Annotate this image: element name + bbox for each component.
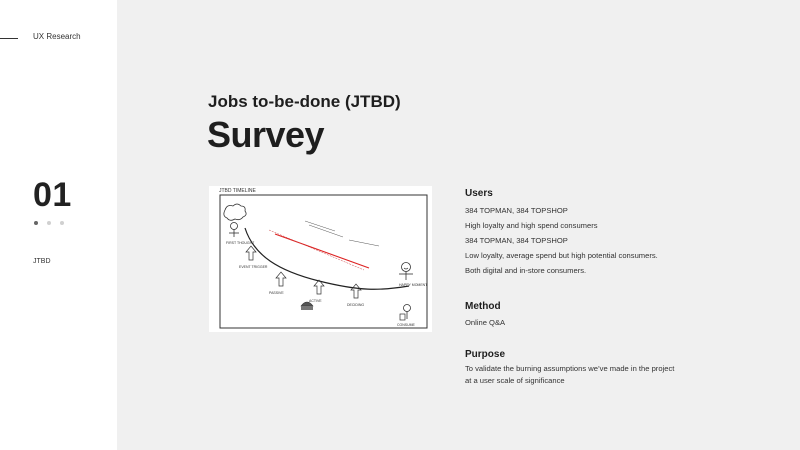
users-line-4: Low loyalty, average spend but high potential consumers. (465, 251, 658, 260)
jtbd-timeline-sketch (209, 186, 432, 332)
users-line-5: Both digital and in-store consumers. (465, 266, 587, 275)
sketch-stage-first-thought: FIRST THOUGHT (226, 241, 255, 245)
method-heading: Method (465, 301, 501, 312)
section-divider-line (0, 38, 18, 39)
handwritten-note (305, 221, 343, 237)
page-title: Survey (207, 114, 325, 155)
sketch-stage-active: ACTIVE (309, 299, 322, 303)
method-line-1: Online Q&A (465, 318, 506, 327)
sketch-stage-event-trigger: EVENT TRIGGER (239, 265, 268, 269)
arrow-up-icon (246, 246, 361, 298)
timeline-curve (245, 228, 409, 289)
sketch-stage-deciding: DECIDING (347, 303, 365, 307)
stick-figure-icon (229, 223, 239, 238)
pagination-dot-2[interactable] (47, 221, 51, 225)
sidebar (0, 0, 117, 450)
pagination-dot-3[interactable] (60, 221, 64, 225)
sketch-stage-passive: PASSIVE (269, 291, 284, 295)
smiley-figure-icon (399, 263, 413, 321)
pagination-dot-1[interactable] (34, 221, 38, 225)
sketch-drawing (209, 186, 432, 332)
users-line-2: High loyalty and high spend consumers (465, 221, 598, 230)
users-line-3: 384 TOPMAN, 384 TOPSHOP (465, 236, 568, 245)
purpose-heading: Purpose (465, 349, 506, 360)
purpose-section (465, 349, 674, 387)
purpose-line-2: at a user scale of significance (465, 376, 565, 385)
sketch-stage-consume: CONSUME (397, 323, 415, 327)
slide-number: 01 (33, 176, 72, 214)
users-heading: Users (465, 188, 493, 199)
pagination-dots[interactable] (34, 221, 64, 225)
shopping-bag-icon (301, 302, 313, 310)
slide-tag: JTBD (33, 258, 51, 265)
purpose-line-1: To validate the burning assumptions we’ve made in the project (465, 364, 675, 373)
method-section (465, 301, 505, 330)
page-subtitle: Jobs to-be-done (JTBD) (208, 92, 401, 111)
users-section (465, 188, 658, 278)
cloud-thought-icon (224, 204, 246, 220)
sketch-heading: JTBD TIMELINE (219, 188, 256, 194)
red-annotation-line (275, 234, 369, 268)
sketch-border (220, 195, 427, 328)
sketch-stage-happy-moment: HAPPY MOMENT (399, 283, 428, 287)
users-line-1: 384 TOPMAN, 384 TOPSHOP (465, 206, 568, 215)
section-label: UX Research (33, 32, 81, 41)
